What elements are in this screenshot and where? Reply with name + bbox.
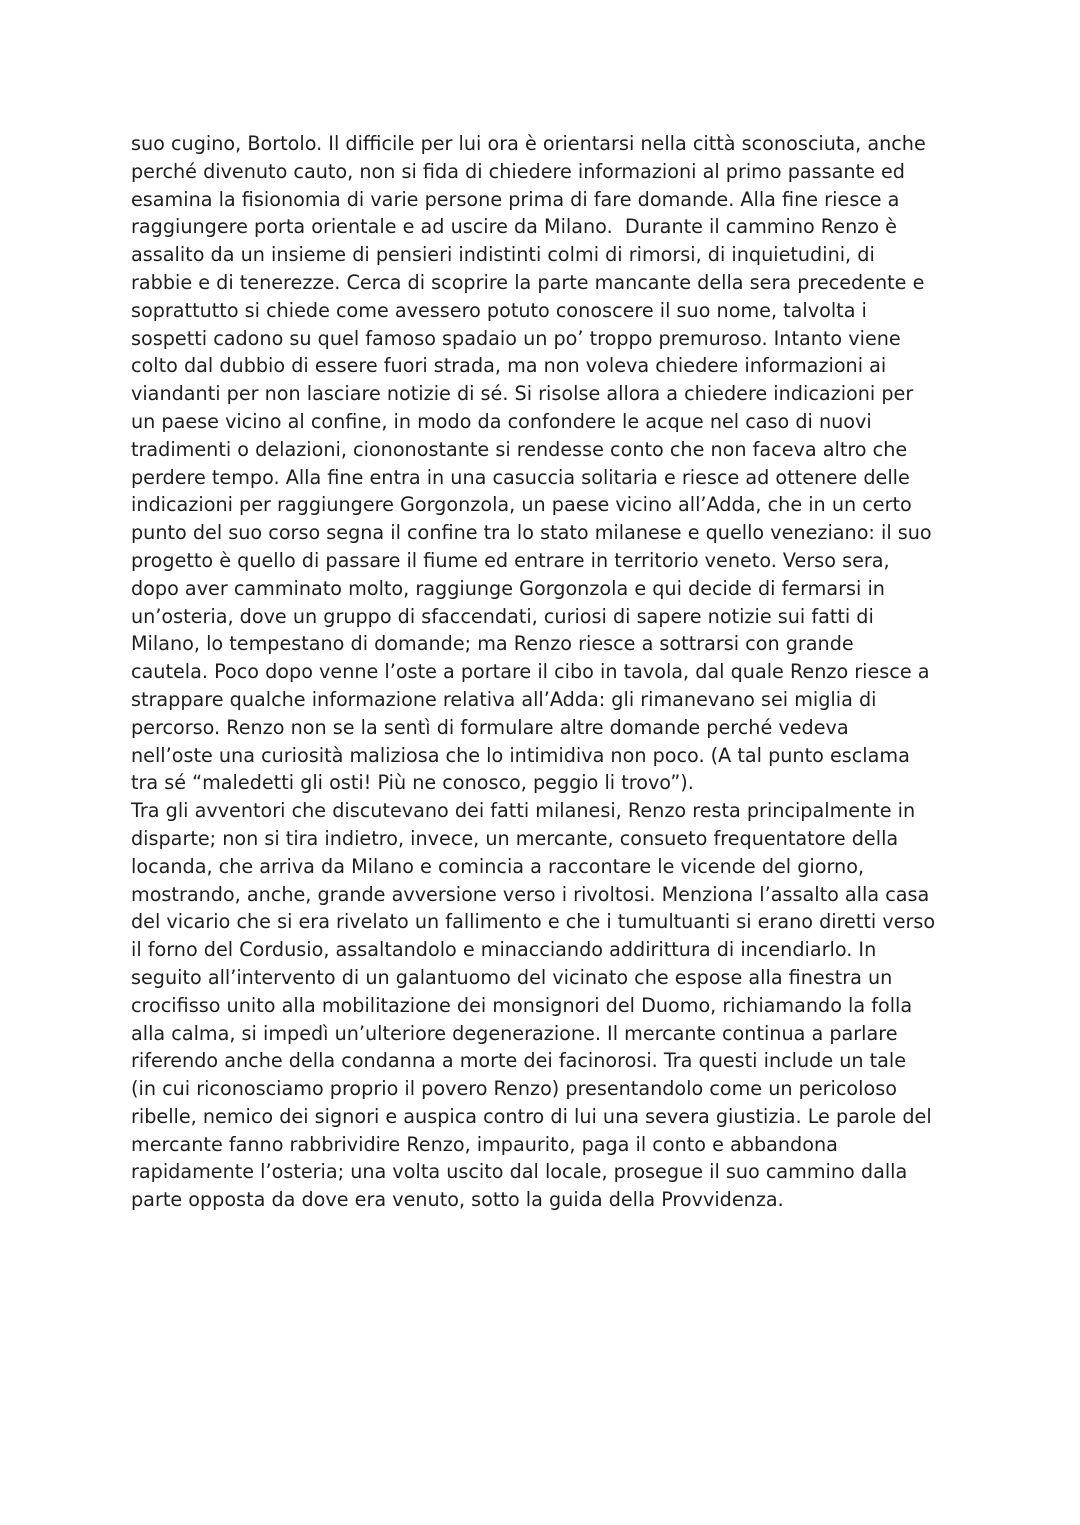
text-line: un’osteria, dove un gruppo di sfaccendati, curiosi di sapere notizie sui fatti di bbox=[131, 604, 874, 628]
text-line: tra sé “maledetti gli osti! Più ne conosco, peggio li trovo”). bbox=[131, 771, 694, 795]
text-line: rapidamente l’osteria; una volta uscito dal locale, prosegue il suo cammino dalla bbox=[131, 1160, 908, 1184]
text-line: il forno del Cordusio, assaltandolo e minacciando addirittura di incendiarlo. In bbox=[131, 938, 877, 962]
text-line: perdere tempo. Alla fine entra in una casuccia solitaria e riesce ad ottenere delle bbox=[131, 465, 910, 489]
text-line: tradimenti o delazioni, ciononostante si rendesse conto che non faceva altro che bbox=[131, 437, 908, 461]
text-line: colto dal dubbio di essere fuori strada, ma non voleva chiedere informazioni ai bbox=[131, 354, 887, 378]
text-line: riferendo anche della condanna a morte dei facinorosi. Tra questi include un tale bbox=[131, 1049, 907, 1073]
text-line: suo cugino, Bortolo. Il difficile per lui ora è orientarsi nella città sconosciuta, anche bbox=[131, 132, 926, 155]
text-line: cautela. Poco dopo venne l’oste a portare il cibo in tavola, dal quale Renzo riesce a bbox=[131, 660, 930, 684]
text-line: esamina la fisionomia di varie persone prima di fare domande. Alla fine riesce a bbox=[131, 187, 900, 211]
text-line: Milano, lo tempestano di domande; ma Renzo riesce a sottrarsi con grande bbox=[131, 632, 854, 656]
text-line: viandanti per non lasciare notizie di sé. Si risolse allora a chiedere indicazioni per bbox=[131, 382, 914, 406]
text-line: dopo aver camminato molto, raggiunge Gorgonzola e qui decide di fermarsi in bbox=[131, 576, 885, 600]
text-line: crocifisso unito alla mobilitazione dei monsignori del Duomo, richiamando la folla bbox=[131, 993, 913, 1017]
text-line: locanda, che arriva da Milano e comincia a raccontare le vicende del giorno, bbox=[131, 854, 865, 878]
text-line: Tra gli avventori che discutevano dei fatti milanesi, Renzo resta principalmente in bbox=[131, 799, 916, 823]
text-line: punto del suo corso segna il confine tra lo stato milanese e quello veneziano: il suo bbox=[131, 521, 932, 545]
text-line: mercante fanno rabbrividire Renzo, impaurito, paga il conto e abbandona bbox=[131, 1132, 838, 1156]
text-line: mostrando, anche, grande avversione verso i rivoltosi. Menziona l’assalto alla casa bbox=[131, 882, 930, 906]
text-line: strappare qualche informazione relativa all’Adda: gli rimanevano sei miglia di bbox=[131, 687, 877, 711]
text-line: indicazioni per raggiungere Gorgonzola, un paese vicino all’Adda, che in un certo bbox=[131, 493, 912, 517]
text-line: rabbie e di tenerezze. Cerca di scoprire la parte mancante della sera precedente e bbox=[131, 270, 925, 294]
text-line: raggiungere porta orientale e ad uscire da Milano. Durante il cammino Renzo è bbox=[131, 215, 897, 239]
text-line: soprattutto si chiede come avessero potuto conoscere il suo nome, talvolta i bbox=[131, 298, 867, 322]
text-line: (in cui riconosciamo proprio il povero Renzo) presentandolo come un pericoloso bbox=[131, 1077, 897, 1101]
text-line: progetto è quello di passare il fiume ed entrare in territorio veneto. Verso sera, bbox=[131, 548, 890, 572]
text-line: parte opposta da dove era venuto, sotto la guida della Provvidenza. bbox=[131, 1188, 784, 1212]
text-line: percorso. Renzo non se la sentì di formulare altre domande perché vedeva bbox=[131, 715, 849, 739]
text-line: alla calma, si impedì un’ulteriore degenerazione. Il mercante continua a parlare bbox=[131, 1021, 898, 1045]
text-line: sospetti cadono su quel famoso spadaio un po’ troppo premuroso. Intanto viene bbox=[131, 326, 901, 350]
text-line: un paese vicino al confine, in modo da confondere le acque nel caso di nuovi bbox=[131, 409, 872, 433]
text-line: perché divenuto cauto, non si fida di chiedere informazioni al primo passante ed bbox=[131, 159, 905, 183]
text-line: disparte; non si tira indietro, invece, un mercante, consueto frequentatore della bbox=[131, 826, 899, 850]
text-line: assalito da un insieme di pensieri indistinti colmi di rimorsi, di inquietudini, di bbox=[131, 243, 875, 267]
text-line: del vicario che si era rivelato un fallimento e che i tumultuanti si erano diretti verso bbox=[131, 910, 936, 934]
text-line: seguito all’intervento di un galantuomo del vicinato che espose alla finestra un bbox=[131, 965, 893, 989]
text-line: ribelle, nemico dei signori e auspica contro di lui una severa giustizia. Le parole del bbox=[131, 1104, 932, 1128]
body-text bbox=[131, 130, 961, 1214]
text-line: nell’oste una curiosità maliziosa che lo intimidiva non poco. (A tal punto esclama bbox=[131, 743, 910, 767]
